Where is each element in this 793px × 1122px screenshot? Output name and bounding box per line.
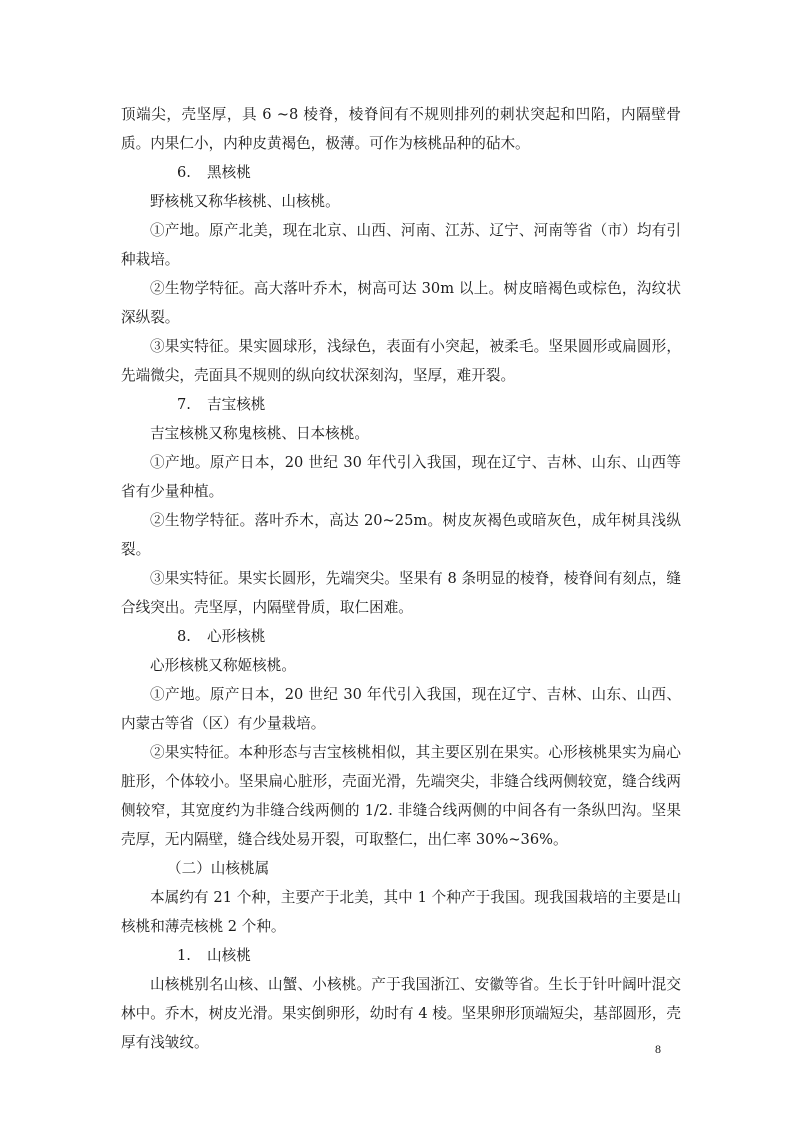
paragraph: ③果实特征。果实长圆形，先端突尖。坚果有 8 条明显的棱脊，棱脊间有刻点，缝合线突出。壳坚厚，内隔壁骨质，取仁困难。	[121, 570, 681, 616]
paragraph: 心形核桃又称姬核桃。	[150, 657, 296, 674]
subsection-heading: （二）山核桃属	[167, 860, 270, 877]
section-heading	[121, 941, 681, 970]
section-title: 黑核桃	[207, 164, 251, 181]
paragraph: 本属约有 21 个种，主要产于北美，其中 1 个种产于我国。现我国栽培的主要是山核桃和薄壳核桃 2 个种。	[121, 889, 681, 935]
paragraph: ①产地。原产日本，20 世纪 30 年代引入我国，现在辽宁、吉林、山东、山西等省有少量种植。	[121, 454, 681, 500]
section-title: 山核桃	[207, 947, 251, 964]
section-heading	[121, 158, 681, 187]
paragraph: ②生物学特征。高大落叶乔木，树高可达 30m 以上。树皮暗褐色或棕色，沟纹状深纵裂。	[121, 280, 681, 326]
section-number: 7.	[177, 396, 191, 413]
paragraph: ②生物学特征。落叶乔木，高达 20~25m。树皮灰褐色或暗灰色，成年树具浅纵裂。	[121, 512, 681, 558]
paragraph: ②果实特征。本种形态与吉宝核桃相似，其主要区别在果实。心形核桃果实为扁心脏形，个体较小。坚果扁心脏形，壳面光滑，先端突尖，非缝合线两侧较宽，缝合线两侧较窄，其宽度约为非缝合线两侧的 1/2. 非缝合线两侧的中间各有一条纵凹沟。坚果壳厚，无内隔壁，缝合线处易开裂，可取整仁，出仁率 30%~36%。	[121, 744, 681, 848]
paragraph: ①产地。原产北美，现在北京、山西、河南、江苏、辽宁、河南等省（市）均有引种栽培。	[121, 222, 681, 268]
section-heading	[121, 622, 681, 651]
paragraph-continuation: 顶端尖，壳坚厚，具 6 ~8 棱脊，棱脊间有不规则排列的刺状突起和凹陷，内隔壁骨质。内果仁小，内种皮黄褐色，极薄。可作为核桃品种的砧木。	[121, 106, 681, 152]
paragraph: ①产地。原产日本，20 世纪 30 年代引入我国，现在辽宁、吉林、山东、山西、内蒙古等省（区）有少量栽培。	[121, 686, 681, 732]
page-body	[121, 100, 681, 1057]
section-heading	[121, 390, 681, 419]
paragraph: ③果实特征。果实圆球形，浅绿色，表面有小突起，被柔毛。坚果圆形或扁圆形，先端微尖，壳面具不规则的纵向纹状深刻沟，坚厚，难开裂。	[121, 338, 681, 384]
paragraph: 吉宝核桃又称鬼核桃、日本核桃。	[150, 425, 369, 442]
section-title: 心形核桃	[207, 628, 266, 645]
paragraph: 山核桃别名山核、山蟹、小核桃。产于我国浙江、安徽等省。生长于针叶阔叶混交林中。乔木，树皮光滑。果实倒卵形，幼时有 4 棱。坚果卵形顶端短尖，基部圆形，壳厚有浅皱纹。	[121, 976, 681, 1051]
page-number: 8	[655, 1042, 661, 1056]
section-number: 6.	[177, 164, 191, 181]
section-title: 吉宝核桃	[207, 396, 266, 413]
section-number: 8.	[177, 628, 191, 645]
section-number: 1.	[177, 947, 191, 964]
paragraph: 野核桃又称华核桃、山核桃。	[150, 193, 340, 210]
